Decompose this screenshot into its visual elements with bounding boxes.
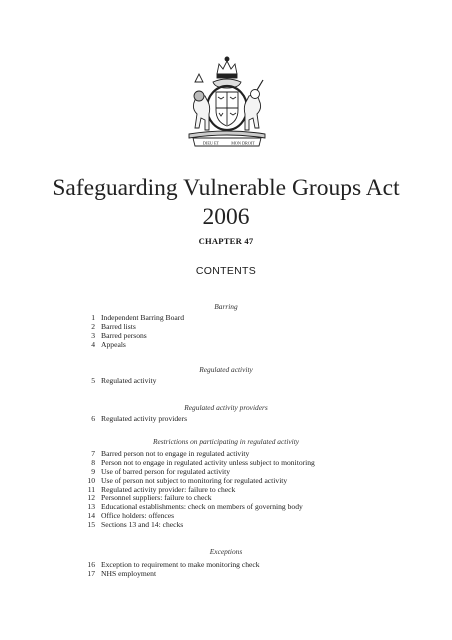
entry-number: 16	[87, 560, 95, 569]
entry-number: 4	[91, 339, 95, 349]
act-title-line1: Safeguarding Vulnerable Groups Act	[52, 175, 400, 201]
entry-number: 15	[87, 520, 95, 530]
section-list-exceptions	[0, 561, 452, 579]
entry-number: 10	[87, 475, 95, 485]
contents-entry[interactable]	[0, 314, 452, 323]
entry-title: Person not to engage in regulated activity unless subject to monitoring	[101, 457, 315, 467]
entry-title: Appeals	[101, 339, 126, 349]
entry-title: Independent Barring Board	[101, 313, 185, 322]
entry-number: 13	[87, 502, 95, 512]
entry-number: 2	[91, 321, 95, 331]
entry-number: 17	[87, 568, 95, 578]
entry-number: 8	[91, 457, 95, 467]
section-list-regulated-activity-providers	[0, 415, 452, 424]
entry-title: Barred lists	[101, 321, 136, 331]
entry-number: 9	[91, 466, 95, 476]
entry-title: Use of person not subject to monitoring for regulated activity	[101, 475, 288, 485]
section-list-regulated-activity	[0, 377, 452, 386]
entry-number: 5	[91, 376, 95, 385]
entry-title: Use of barred person for regulated activity	[101, 466, 231, 476]
entry-title: Sections 13 and 14: checks	[101, 520, 184, 530]
entry-number: 6	[91, 414, 95, 423]
contents-entry[interactable]	[0, 323, 452, 332]
section-heading-exceptions: Exceptions	[209, 547, 243, 556]
entry-title: Office holders: offences	[101, 511, 175, 521]
entry-number: 12	[87, 493, 95, 503]
section-heading-restrictions: Restrictions on participating in regulated activity	[152, 437, 300, 446]
entry-number: 14	[87, 511, 95, 521]
chapter-label: CHAPTER 47	[198, 236, 254, 246]
motto-left: DIEU ET	[202, 140, 220, 146]
contents-entry[interactable]	[0, 415, 452, 424]
section-list-barring	[0, 314, 452, 350]
contents-entry[interactable]	[0, 570, 452, 579]
royal-coat-of-arms-icon	[183, 52, 271, 150]
motto-right: MON DROIT	[231, 140, 255, 146]
contents-entry[interactable]	[0, 503, 452, 512]
contents-heading: CONTENTS	[195, 265, 257, 277]
contents-entry[interactable]	[0, 332, 452, 341]
contents-entry[interactable]	[0, 377, 452, 386]
entry-number: 3	[91, 330, 95, 340]
entry-title: NHS employment	[101, 568, 157, 578]
section-list-restrictions	[0, 450, 452, 530]
contents-entry[interactable]	[0, 486, 452, 495]
entry-title: Regulated activity provider: failure to check	[101, 484, 236, 494]
entry-number: 1	[91, 313, 95, 322]
section-heading-barring: Barring	[214, 302, 238, 311]
entry-title: Barred persons	[101, 330, 147, 340]
entry-title: Exception to requirement to make monitoring check	[101, 560, 260, 569]
entry-title: Regulated activity	[101, 376, 157, 385]
section-heading-regulated-activity: Regulated activity	[199, 365, 253, 374]
contents-entry[interactable]	[0, 341, 452, 350]
act-title-line2: 2006	[202, 204, 250, 230]
entry-number: 11	[87, 484, 95, 494]
contents-entry[interactable]	[0, 521, 452, 530]
entry-title: Educational establishments: check on members of governing body	[101, 502, 303, 512]
entry-title: Regulated activity providers	[101, 414, 188, 423]
entry-title: Personnel suppliers: failure to check	[101, 493, 212, 503]
section-heading-regulated-activity-providers: Regulated activity providers	[184, 403, 268, 412]
contents-entry[interactable]	[0, 561, 452, 570]
entry-number: 7	[91, 449, 95, 458]
entry-title: Barred person not to engage in regulated activity	[101, 449, 250, 458]
contents-entry[interactable]	[0, 512, 452, 521]
